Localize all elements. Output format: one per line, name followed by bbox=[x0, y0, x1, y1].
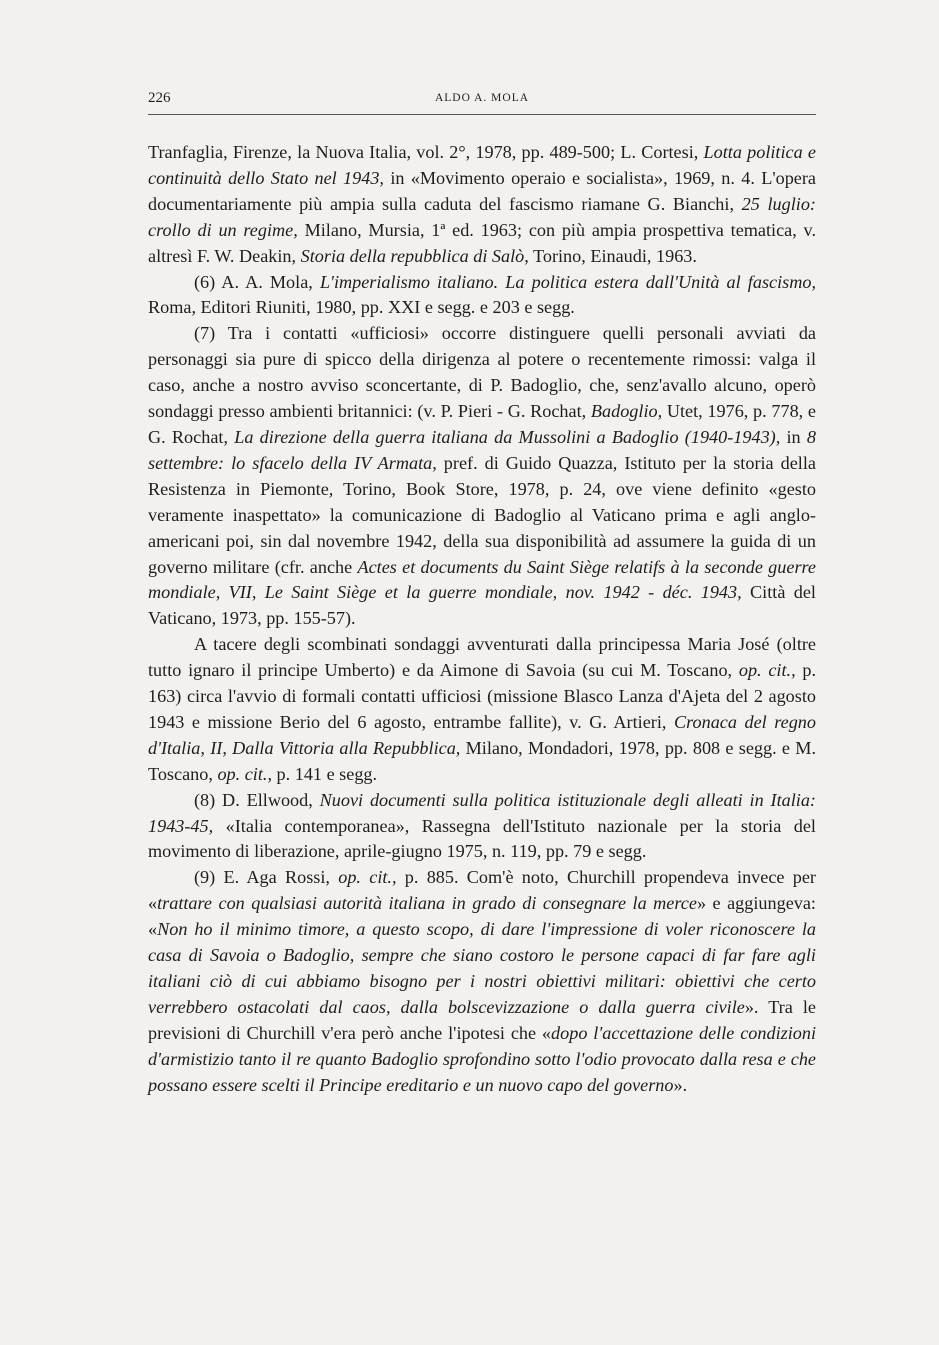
footnote-7-continued: A tacere degli scombinati sondaggi avventurati dalla principessa Maria José (oltre tutto ignaro il principe Umberto) e da Aimone di Savoia (su cui M. Toscano, op. cit., p. 163) circa l'avvio di formali contatti ufficiosi (missione Blasco Lanza d'Ajeta del 2 agosto 1943 e missione Berio del 6 agosto, entrambe fallite), v. G. Artieri, Cronaca del regno d'Italia, II, Dalla Vittoria alla Repubblica, Milano, Mondadori, 1978, pp. 808 e segg. e M. Toscano, op. cit., p. 141 e segg. bbox=[148, 634, 817, 784]
footnote-5-continuation: Tranfaglia, Firenze, la Nuova Italia, vol. 2°, 1978, pp. 489-500; L. Cortesi, Lotta politica e continuità dello Stato nel 1943, in «Movimento operaio e socialista», 1969, n. 4. L'opera documentariamente più ampia sulla caduta del fascismo riamane G. Bianchi, 25 luglio: crollo di un regime, Milano, Mursia, 1ª ed. 1963; con più ampia prospettiva tematica, v. altresì F. W. Deakin, Storia della repubblica di Salò, Torino, Einaudi, 1963. bbox=[148, 142, 817, 266]
footnote-6: (6) A. A. Mola, L'imperialismo italiano. La politica estera dall'Unità al fascismo, Roma, Editori Riuniti, 1980, pp. XXI e segg. e 203 e segg. bbox=[148, 271, 816, 318]
footnote-7: (7) Tra i contatti «ufficiosi» occorre distinguere quelli personali avviati da personaggi sia pure di spicco della dirigenza al potere o recentemente rimossi: valga il caso, anche a nostro avviso sconcertante, di P. Badoglio, che, senz'avallo alcuno, operò sondaggi presso ambienti britannici: (v. P. Pieri - G. Rochat, Badoglio, Utet, 1976, p. 778, e G. Rochat, La direzione della guerra italiana da Mussolini a Badoglio (1940-1943), in 8 settembre: lo sfacelo della IV Armata, pref. di Guido Quazza, Istituto per la storia della Resistenza in Piemonte, Torino, Book Store, 1978, p. 24, ove viene definito «gesto veramente inaspettato» la comunicazione di Badoglio al Vaticano prima e agli anglo-americani poi, sin dal novembre 1942, della sua disponibilità ad assumere la guida di un governo militare (cfr. anche Actes et documents du Saint Siège relatifs à la seconde guerre mondiale, VII, Le Saint Siège et la guerre mondiale, nov. 1942 - déc. 1943, Città del Vaticano, 1973, pp. 155-57). bbox=[148, 323, 816, 629]
running-head: ALDO A. MOLA bbox=[434, 92, 530, 104]
page-header bbox=[148, 88, 816, 115]
footnote-9: (9) E. Aga Rossi, op. cit., p. 885. Com'è noto, Churchill propendeva invece per «trattare con qualsiasi autorità italiana in grado di consegnare la merce» e aggiungeva: «Non ho il minimo timore, a questo scopo, di dare l'impressione di voler riconoscere la casa di Savoia o Badoglio, sempre che siano costoro le persone capaci di far fare agli italiani ciò di cui abbiamo bisogno per i nostri obiettivi militari: obiettivi che certo verrebbero ostacolati dal caos, dalla bolscevizzazione o dalla guerra civile». Tra le previsioni di Churchill v'era però anche l'ipotesi che «dopo l'accettazione delle condizioni d'armistizio tanto il re quanto Badoglio sprofondino sotto l'odio provocato dalla resa e che possano essere scelti il Principe ereditario e un nuovo capo del governo». bbox=[148, 867, 816, 1095]
footnotes-body bbox=[148, 140, 816, 1099]
page-number: 226 bbox=[148, 90, 171, 106]
footnote-8: (8) D. Ellwood, Nuovi documenti sulla politica istituzionale degli alleati in Italia: 1943-45, «Italia contemporanea», Rassegna dell'Istituto nazionale per la storia del movimento di liberazione, aprile-giugno 1975, n. 119, pp. 79 e segg. bbox=[148, 789, 816, 862]
